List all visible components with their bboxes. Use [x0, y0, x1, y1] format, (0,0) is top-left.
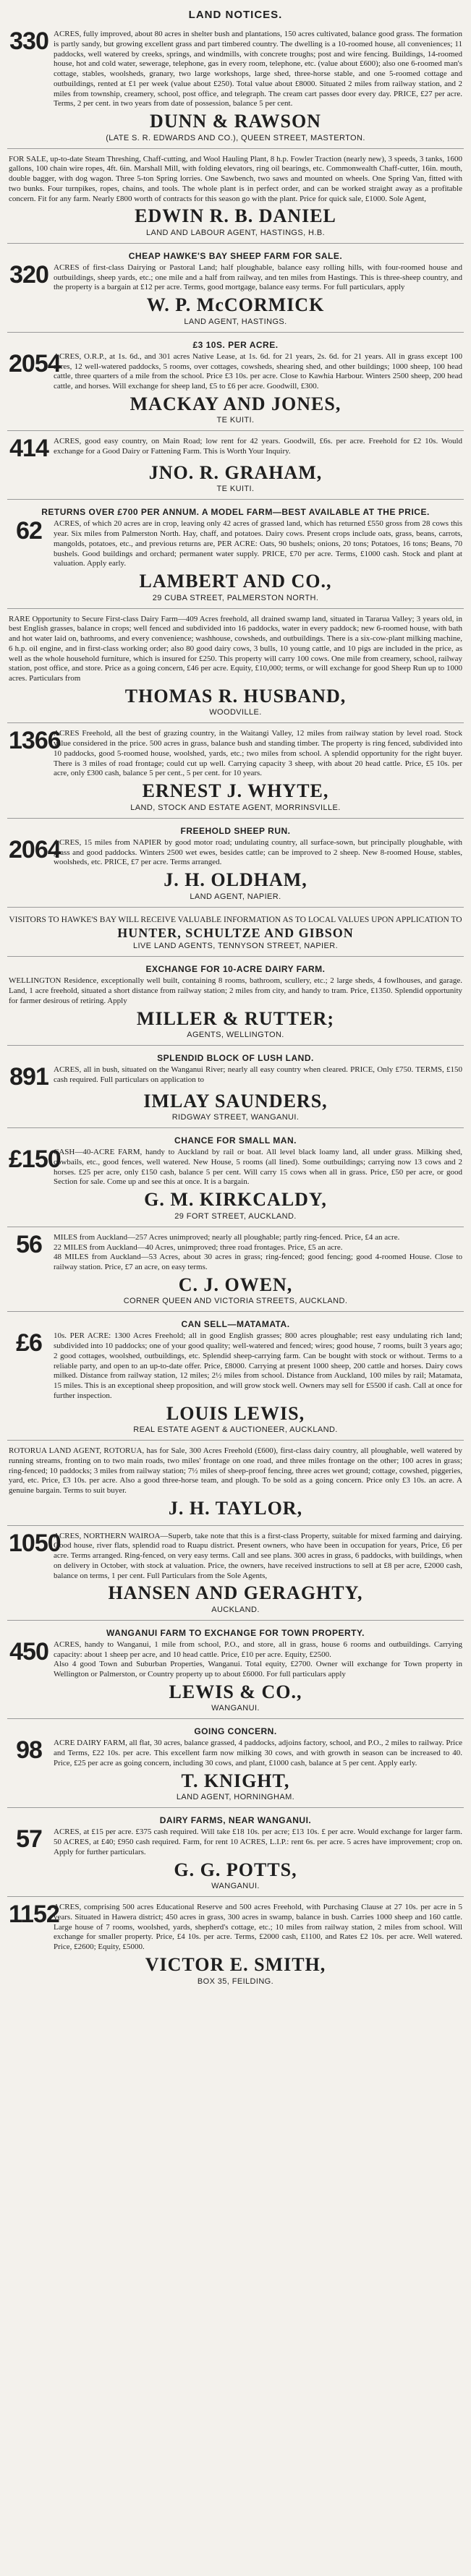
ad-line — [9, 155, 462, 205]
ad-lead-value: 320 — [9, 260, 48, 289]
agent-subtitle: WANGANUI. — [211, 1882, 260, 1891]
ad-body-text: ACRES, comprising 500 acres Educational Reserve and 500 acres Freehold, with Purchasing Clause at 27 10s. per acre in 5 years. Situated in Hawera district; 450 acres in grass, 300 acres in swamp, balance in bush. Carries 1000 sheep and 160 cattle. Large house of 7 rooms, woolshed, yards, shepherd's cottage, etc.; 10 miles from railway station, 2 miles from school. Will exchange for smaller property. Price, £4 10s. per acre. Terms, £2000 cash, £1100, and Rates £2 10s. per acre. Well watered. Price, £2600; Equity, £5000. — [54, 1903, 462, 1952]
agent-name: MACKAY AND JONES, — [130, 393, 341, 414]
agent-subtitle: AUCKLAND. — [211, 1605, 260, 1614]
ad-heading: CAN SELL—MATAMATA. — [181, 1319, 290, 1330]
ads-list — [7, 27, 464, 1992]
ad-body-text: RARE Opportunity to Secure First-class Dairy Farm—409 Acres freehold, all drained swamp land, situated in Tararua Valley; 3 years old, in best English grasses, balance in crops; well fenced and subdivided into 16 paddocks, water in every paddock; new 6-roomed house, with bath and hot water laid on, bathrooms, and every convenience; washhouse, cowsheds, and outbuildings. There is a six-cow-plant milking machine, 6 h.p. oil engine, and in first-class working order; also 80 good dairy cows, 3 bulls, 10 young cattle, and 10 pigs are included in the price, as well as the whole household furniture, which is insured for £250. This property will carry 100 cows. One mile from creamery, school, railway station, post office, and store. Price as a going concern, £46 per acre. Equity, £10,000; terms, or will exchange for good Sheep Run up to 1000 acres. Particulars from — [9, 614, 462, 683]
ad-line — [9, 615, 462, 684]
ad-line — [9, 260, 462, 293]
agent-name: G. G. POTTS, — [174, 1859, 297, 1880]
agent-name: HANSEN AND GERAGHTY, — [108, 1582, 363, 1604]
advertisement — [7, 247, 464, 333]
ad-line — [9, 349, 462, 392]
ad-body-text: ROTORUA LAND AGENT, ROTORUA, has for Sale, 300 Acres Freehold (£600), first-class dairy country, all ploughable, well watered by running streams, fronting on to two main roads, two miles' frontage on one road, and three miles frontage on the other; 100 acres in grass; ring-fenced; 10 paddocks; 3 miles from railway station; 7½ miles of sheep-proof fencing, three acres wet ground; cottage, cowshed, piggeries, yard, etc. Price, £3 10s. per acre. Also a good three-horse team, and plough. To be sold as a going concern. Price only £3 10s. an acre. A genuine bargain. Terms to suit buyer. — [9, 1446, 462, 1496]
ad-line — [9, 1903, 462, 1953]
agent-name: MILLER & RUTTER; — [136, 1007, 335, 1029]
ad-body-text: ACRES Freehold, all the best of grazing country, in the Waitangi Valley, 12 miles from railway station by level road. Stock value considered in the price. 500 acres in grass, balance bush and standing timber. The property is ring fenced, subdivided into 10 paddocks, good 5-roomed house, woolshed, yards, etc.; two miles from school. A splendid opportunity for the right buyer. There is 3 miles of road frontage; could cut up well. Carrying capacity 3 sheep, with about 20 head cattle. Price, £5 10s. per acre, only £300 cash, balance 5 per cent., 5 per cent. for 10 years. — [54, 729, 462, 778]
advertisement — [7, 503, 464, 608]
ad-heading: FREEHOLD SHEEP RUN. — [180, 825, 291, 836]
ad-line — [9, 1063, 462, 1091]
agent-name: ERNEST J. WHYTE, — [142, 780, 329, 802]
ad-body-text: ACRES, 15 miles from NAPIER by good motor road; undulating country, all surface-sown, but principally ploughable, with grass and good paddocks. Winters 2500 wet ewes, besides cattle; can be improved to 2 sheep. New 8-roomed House, stables, woolsheds, etc. PRICE, £7 per acre. Terms arranged. — [54, 837, 462, 867]
advertisement — [7, 1049, 464, 1128]
ad-line — [9, 1736, 462, 1768]
advertisement — [7, 960, 464, 1046]
advertisement — [7, 336, 464, 432]
advertisement — [7, 1230, 464, 1313]
agent-name: G. M. KIRKCALDY, — [144, 1189, 327, 1211]
advertisement — [7, 1624, 464, 1720]
agent-name: J. H. TAYLOR, — [168, 1497, 303, 1519]
agent-subtitle: REAL ESTATE AGENT & AUCTIONEER, AUCKLAND. — [133, 1425, 338, 1435]
ad-body-text: ACRES, of which 20 acres are in crop, leaving only 42 acres of grassed land, which has returned £550 gross from 28 cows this year. Six miles from Palmerston North. Hay, chaff, and potatoes. Dairy cows. Present crops include oats, grass, beans, carrots, mangolds, potatoes, etc., and previous returns are, PER ACRE: Oats, 90 bushels; onions, 20 tons; Potatoes, 16 tons; Beans, 70 bushels. Good buildings and orchard; permanent water supply. PRICE, £70 per acre. Terms, £1000 cash. Stock and plant at valuation. Apply early. — [54, 519, 462, 568]
ad-line — [9, 1230, 462, 1273]
advertisement — [7, 910, 464, 958]
ad-body-text: ACRES, at £15 per acre. £375 cash required. Will take £18 10s. per acre; £13 10s. £ per acre. Would exchange for larger farm. 50 ACRES, at £40; £950 cash required. Farm, for rent 10 ACRES, L.I.P.: rent 6s. per acre. 5 acres have improvement; crop on. Apply for further particulars. — [54, 1827, 462, 1856]
ad-heading: WANGANUI FARM TO EXCHANGE FOR TOWN PROPERTY. — [106, 1627, 365, 1638]
ad-line — [9, 519, 462, 569]
ad-line — [9, 435, 462, 463]
agent-subtitle: WOODVILLE. — [209, 708, 262, 717]
ad-heading: GOING CONCERN. — [194, 1726, 277, 1737]
agent-subtitle: TE KUITI. — [216, 416, 255, 425]
agent-subtitle: LAND AGENT, NAPIER. — [190, 892, 281, 901]
ad-body-text: FOR SALE, up-to-date Steam Threshing, Chaff-cutting, and Wool Hauling Plant, 8 h.p. Fowler Traction (nearly new), 3 speeds, 3 tanks, 1600 gallons, 100 chain wire ropes, 4ft. 6in. Marshall Mill, with folding elevators, ring oil bearings, etc. Commonwealth Chaff-cutter, 16in. mouth, double bagger, with dog wagon. Three 5-ton Spring lorries. One Sawbench, two saws and mounted on wheels. One Spring Van, fitted with two bunks. Four turnpikes, ropes, chains, and tools. The whole plant is in perfect order, and can be worked straight away as a profitable concern. Fit for any farm. Nearly £800 worth of contracts for this season go with the plant. Price for quick sale, £1000. Sole Agent, — [9, 154, 462, 203]
agent-subtitle: 29 FORT STREET, AUCKLAND. — [174, 1211, 297, 1221]
agent-name: HUNTER, SCHULTZE AND GIBSON — [117, 925, 354, 940]
advertisement — [7, 1131, 464, 1227]
ad-body-text: CASH—40-ACRE FARM, handy to Auckland by rail or boat. All level black loamy land, all under grass. Milking shed, cowbails, etc., good fences, well watered. New House, 5 rooms (all lined). Some outbuildings; carrying now 13 cows and 2 horses. £25 per acre, only £150 cash, balance 5 per cent. Will carry 15 cows when all in grass. Price, £50 per acre, or good Section for sale. Come up and see this at once. It is a bargain. — [54, 1148, 462, 1187]
agent-subtitle: LAND AGENT, HORNINGHAM. — [176, 1793, 295, 1802]
agent-subtitle: LAND AND LABOUR AGENT, HASTINGS, H.B. — [145, 228, 326, 237]
ad-heading: SPLENDID BLOCK OF LUSH LAND. — [157, 1053, 314, 1064]
advertisement — [7, 726, 464, 818]
agent-subtitle: CORNER QUEEN AND VICTORIA STREETS, AUCKLAND. — [123, 1297, 348, 1306]
ad-line — [9, 835, 462, 868]
ad-lead-value: 891 — [9, 1063, 48, 1091]
ad-lead-value: £150 — [9, 1146, 61, 1174]
ad-heading: EXCHANGE FOR 10-ACRE DAIRY FARM. — [145, 964, 326, 975]
ad-body-text: ACRES, good easy country, on Main Road; low rent for 42 years. Goodwill, £6s. per acre. Freehold for £2 10s. Would exchange for a Good Dairy or Fattening Farm. This is Worth Your Inquiry. — [54, 437, 462, 456]
advertisement — [7, 27, 464, 149]
ad-line — [9, 1529, 462, 1582]
ad-body-text: ACRE DAIRY FARM, all flat, 30 acres, balance grassed, 4 paddocks, adjoins factory, school, and P.O., 2 miles to railway. Price and Terms, £22 10s. per acre. This excellent farm now milking 30 cows, and with growth in season can be increased to 40. Price, £25 per acre as going concern, including 30 cows, and plant, £1000 cash, balance at 5 per cent. Apply early. — [54, 1739, 462, 1767]
agent-subtitle: (LATE S. R. EDWARDS AND CO.), QUEEN STREET, MASTERTON. — [106, 133, 365, 142]
agent-subtitle: RIDGWAY STREET, WANGANUI. — [171, 1113, 300, 1122]
agent-name: EDWIN R. B. DANIEL — [135, 205, 336, 227]
advertisement — [7, 612, 464, 724]
agent-name: LEWIS & CO., — [169, 1681, 302, 1702]
ad-lead-value: 98 — [16, 1736, 42, 1765]
advertisement — [7, 434, 464, 500]
ad-line — [9, 1446, 462, 1496]
agent-name: W. P. McCORMICK — [146, 294, 325, 316]
ad-heading: CHANCE FOR SMALL MAN. — [174, 1135, 297, 1146]
ad-body-text: ACRES, O.R.P., at 1s. 6d., and 301 acres Native Lease, at 1s. 6d. for 21 years, 2s. 6d. for 21 years. All in grass except 100 acres, 12 well-watered paddocks, 5 rooms, over cottages, cowsheds, shearing shed, and other buildings; 1000 sheep, 100 head cattle, three quarters of a mile from the school. Price £3 10s. per acre. Close to Kawhia Harbour. Winters 2500 sheep, 200 head cattle, and horses. Will exchange for sheep land, £5 to £6 per acre. Goodwill, £300. — [54, 351, 462, 391]
agent-subtitle: 29 CUBA STREET, PALMERSTON NORTH. — [152, 593, 319, 602]
ad-body-text: MILES from Auckland—257 Acres unimproved; nearly all ploughable; partly ring-fenced. Price, £4 an acre. 22 MILES from Auckland—40 Acres, unimproved; three road frontages. Price, £5 an acre. 48 MILES from Auckland—53 Acres, about 30 acres in grass; ring-fenced; good fencing; good 4-roomed House. Close to railway station. Price, £7 an acre, on easy terms. — [54, 1232, 462, 1272]
advertisement — [7, 1315, 464, 1441]
agent-name: LAMBERT AND CO., — [139, 571, 332, 592]
ad-body-text: WELLINGTON Residence, exceptionally well built, containing 8 rooms, bathroom, scullery, etc.; 2 large sheds, 4 fowlhouses, and garage. Land, 1 acre freehold, situated a short distance from railway station; 2 miles from city, and handy to tram. Price, £1350. Splendid opportunity for farmer desirous of retiring. Apply — [9, 976, 462, 1005]
ad-body-text: ACRES, all in bush, situated on the Wanganui River; nearly all easy country when cleared. PRICE, Only £750. TERMS, £150 cash required. Full particulars on application to — [54, 1065, 462, 1085]
agent-name: THOMAS R. HUSBAND, — [124, 685, 347, 707]
advertisement — [7, 1529, 464, 1621]
ad-lead-value: 1050 — [9, 1529, 61, 1557]
ad-heading: RETURNS OVER £700 PER ANNUM. A MODEL FARM—BEST AVAILABLE AT THE PRICE. — [41, 507, 430, 518]
advertisement — [7, 152, 464, 244]
agent-subtitle: WANGANUI. — [211, 1704, 260, 1713]
ad-body-text: ACRES, NORTHERN WAIROA—Superb, take note that this is a first-class Property, suitable for mixed farming and dairying. Good house, river flats, splendid road to Ruapu district. Present owners, who have been in occupation for years, Price, £6 per acre. Terms arranged. Ring-fenced, on very easy terms. Call and see plans. 300 acres in grass, 6 paddocks, with buildings, when on delivery in October, with stock at valuation. Price, the owners, have received instructions to sell at £8 per acre, £2000 cash, balance on terms, 1 per cent. Full Particulars from the Sole Agents, — [54, 1531, 462, 1580]
ad-lead-value: 330 — [9, 27, 48, 55]
agent-name: DUNN & RAWSON — [150, 111, 321, 132]
agent-subtitle: LIVE LAND AGENTS, TENNYSON STREET, NAPIER. — [132, 942, 339, 951]
agent-name: LOUIS LEWIS, — [166, 1402, 305, 1424]
ad-line — [9, 976, 462, 1006]
ad-body-text: ACRES, handy to Wanganui, 1 mile from school, P.O., and store, all in grass, house 6 rooms and outbuildings. Carrying capacity: about 1 sheep per acre, and 10 head cattle. Price, £10 per acre. Equity, £2500. Also 4 good Town and Suburban Properties, Wanganui. Total equity, £2700. Owner will exchange for Town property in Wellington or Palmerston, or Country property up to about £6000. For full particulars apply — [54, 1639, 462, 1679]
ad-heading: CHEAP HAWKE'S BAY SHEEP FARM FOR SALE. — [128, 250, 343, 261]
agent-name: J. H. OLDHAM, — [164, 869, 307, 891]
agent-subtitle: BOX 35, FEILDING. — [197, 1976, 274, 1986]
advertisement — [7, 1900, 464, 1991]
ad-line — [9, 1331, 462, 1401]
ad-line — [9, 1827, 462, 1857]
ad-line — [9, 729, 462, 779]
ad-lead-value: 2064 — [9, 835, 61, 863]
ad-lead-value: £6 — [16, 1329, 42, 1357]
advertisement — [7, 1443, 464, 1525]
agent-name: T. KNIGHT, — [181, 1770, 290, 1791]
ad-body-text: ACRES, fully improved, about 80 acres in shelter bush and plantations, 150 acres cultivated, balance good grass. The formation is partly sandy, but growing excellent grass and part timbered country. The dwelling is a 10-roomed house, all conveniences; 11 paddocks, well watered by creeks, springs, and windmills, with concrete troughs; post and wire fencing. Buildings, 14-roomed house, hot and cold water, sewerage, telephone, gas in every room, telephone, etc. (value about £600); also one 6-roomed man's cottage, stables, woolsheds, granary, two large workshops, large shed, three-horse stable, and one 5-roomed cottage and outbuildings, rented at £1 per week (value about £250). Total value about £8000. Situated 2 miles from railway station, and 2 miles from township, creamery, school, post office, and telegraph. The cream cart passes door every day. PRICE, £27 per acre. Terms, 2 per cent. in two years from date of possession, balance 5 per cent. — [54, 30, 462, 108]
ad-lead-value: 2054 — [9, 349, 61, 378]
ad-lead-value: 1366 — [9, 727, 61, 755]
advertisement — [7, 1811, 464, 1897]
ad-body-text: ACRES of first-class Dairying or Pastoral Land; half ploughable, balance easy rolling hills, with four-roomed house and outbuildings, sheep yards, etc.; one mile and a half from railway, and ten miles from Hastings. This is three-sheep country, and the property is a bargain at £12 per acre. Terms, good mortgage, balance easy terms. For full particulars, apply — [54, 263, 462, 292]
ad-lead-value: 450 — [9, 1637, 48, 1666]
agent-name: C. J. OWEN, — [178, 1274, 293, 1295]
agent-name: JNO. R. GRAHAM, — [148, 461, 323, 483]
ad-body-text: 10s. PER ACRE: 1300 Acres Freehold; all in good English grasses; 800 acres ploughable; rest easy undulating rich land; subdivided into 10 paddocks; one of your good quality; well-watered and fenced; wires; good house, 7 rooms, built 3 years ago; 2 good cottages, woolshed, outbuildings, etc. Splendid sheep-carrying farm. Can be bought with stock or without. Terms to a reliable party, and open to an up-to-date offer. Price, £8000. Carrying at present 1000 sheep, 200 cattle and horses. Dairy cows milked. Distance from railway station, 12 miles; 2½ miles from school. Distance from Auckland, 100 miles by rail; Matamata, 15 miles. This is an exceptional sheep proposition, and will grow stock well. Owners may sell for £5500 if cash. Call at once for further inspection. — [54, 1331, 462, 1400]
advertisement — [7, 1722, 464, 1808]
ad-lead-value: 414 — [9, 435, 48, 463]
agent-subtitle: LAND AGENT, HASTINGS. — [184, 317, 287, 326]
ad-line — [9, 1148, 462, 1187]
agent-name: VICTOR E. SMITH, — [145, 1953, 326, 1975]
ad-heading: DAIRY FARMS, NEAR WANGANUI. — [159, 1815, 312, 1826]
ad-lead-value: 56 — [16, 1230, 42, 1258]
ad-heading: £3 10S. PER ACRE. — [192, 339, 279, 350]
ad-line — [9, 1637, 462, 1680]
agent-subtitle: TE KUITI. — [216, 485, 255, 494]
page-title: LAND NOTICES. — [188, 9, 283, 21]
ad-lead-value: 62 — [16, 517, 42, 545]
agent-subtitle: AGENTS, WELLINGTON. — [187, 1031, 284, 1040]
advertisement — [7, 822, 464, 908]
agent-subtitle: LAND, STOCK AND ESTATE AGENT, MORRINSVILLE. — [130, 803, 341, 812]
ad-center-text: VISITORS TO HAWKE'S BAY WILL RECEIVE VALUABLE INFORMATION AS TO LOCAL VALUES UPON APPLICATION TO — [9, 915, 462, 924]
ad-line — [9, 27, 462, 109]
agent-name: IMLAY SAUNDERS, — [143, 1090, 328, 1112]
ad-lead-value: 57 — [16, 1825, 42, 1854]
ad-lead-value: 1152 — [9, 1901, 59, 1929]
